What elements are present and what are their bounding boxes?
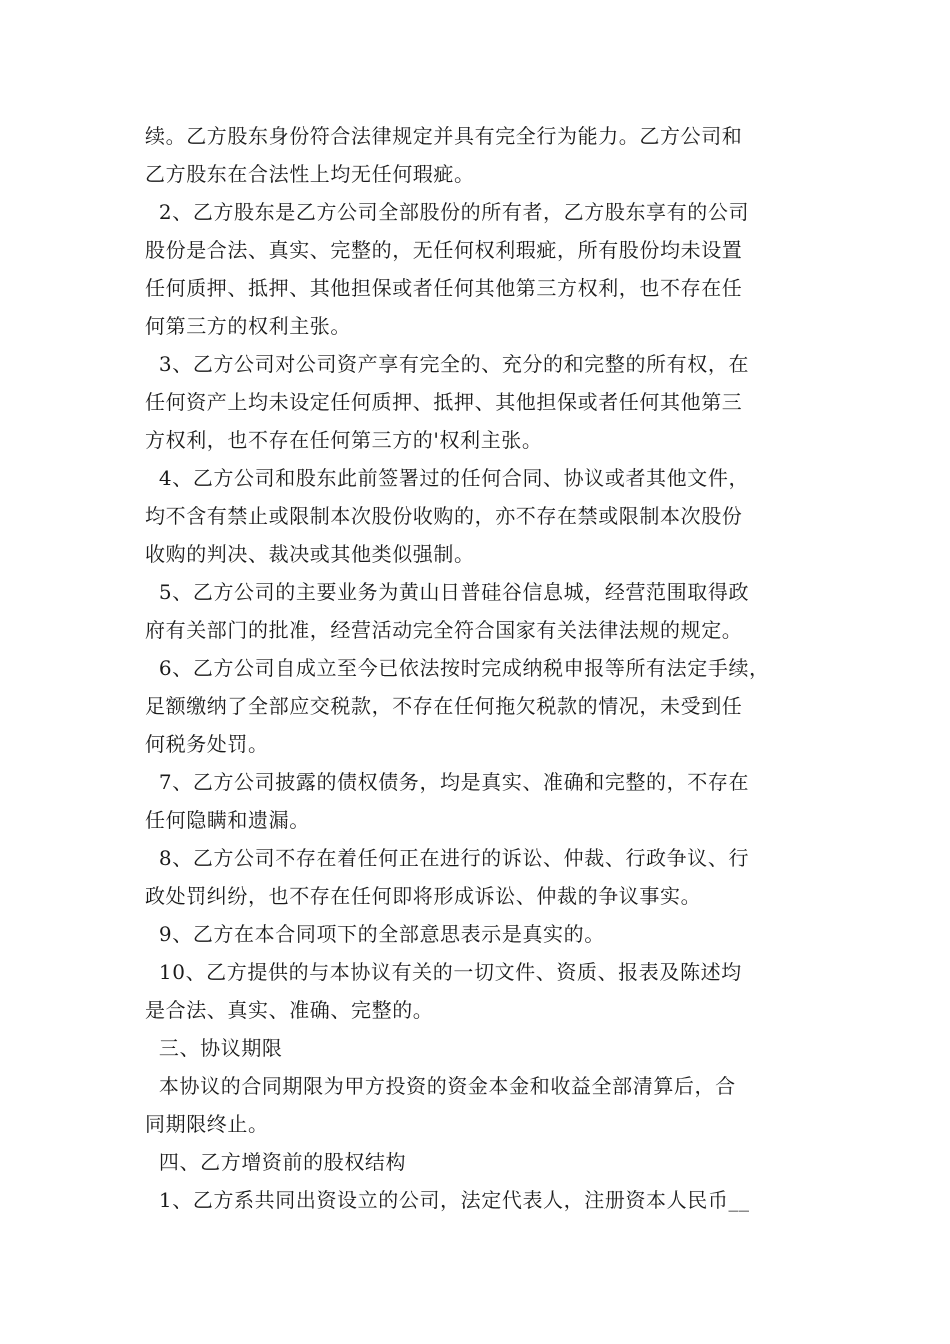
text-line: 8、乙方公司不存在着任何正在进行的诉讼、仲裁、行政争议、行 (145, 846, 750, 870)
section-heading: 四、乙方增资前的股权结构 (145, 1150, 407, 1174)
text-line: 10、乙方提供的与本协议有关的一切文件、资质、报表及陈述均 (145, 960, 742, 984)
text-line: 2、乙方股东是乙方公司全部股份的所有者，乙方股东享有的公司 (145, 200, 750, 224)
text-line: 6、乙方公司自成立至今已依法按时完成纳税申报等所有法定手续， (145, 656, 770, 680)
text-line: 本协议的合同期限为甲方投资的资金本金和收益全部清算后，合 (145, 1074, 736, 1098)
text-line: 何税务处罚。 (145, 732, 269, 756)
text-line: 4、乙方公司和股东此前签署过的任何合同、协议或者其他文件， (145, 466, 750, 490)
text-line: 3、乙方公司对公司资产享有完全的、充分的和完整的所有权，在 (145, 352, 750, 376)
text-line: 续。乙方股东身份符合法律规定并具有完全行为能力。乙方公司和 (145, 124, 743, 148)
text-line: 方权利，也不存在任何第三方的'权利主张。 (145, 428, 543, 452)
text-line: 均不含有禁止或限制本次股份收购的，亦不存在禁或限制本次股份 (145, 504, 743, 528)
text-line: 任何资产上均未设定任何质押、抵押、其他担保或者任何其他第三 (145, 390, 743, 414)
section-heading: 三、协议期限 (145, 1036, 283, 1060)
text-line: 足额缴纳了全部应交税款，不存在任何拖欠税款的情况，未受到任 (145, 694, 743, 718)
text-line: 府有关部门的批准，经营活动完全符合国家有关法律法规的规定。 (145, 618, 743, 642)
text-line: 7、乙方公司披露的债权债务，均是真实、准确和完整的，不存在 (145, 770, 750, 794)
text-line: 9、乙方在本合同项下的全部意思表示是真实的。 (145, 922, 605, 946)
text-line: 乙方股东在合法性上均无任何瑕疵。 (145, 162, 475, 186)
text-line: 是合法、真实、准确、完整的。 (145, 998, 434, 1022)
text-line: 同期限终止。 (145, 1112, 269, 1136)
text-line: 1、乙方系共同出资设立的公司，法定代表人，注册资本人民币__ (145, 1188, 750, 1212)
text-line: 5、乙方公司的主要业务为黄山日普硅谷信息城，经营范围取得政 (145, 580, 750, 604)
text-line: 政处罚纠纷，也不存在任何即将形成诉讼、仲裁的争议事实。 (145, 884, 702, 908)
document-body (145, 117, 815, 1219)
text-line: 何第三方的权利主张。 (145, 314, 351, 338)
text-line: 收购的判决、裁决或其他类似强制。 (145, 542, 475, 566)
text-line: 股份是合法、真实、完整的，无任何权利瑕疵，所有股份均未设置 (145, 238, 743, 262)
text-line: 任何质押、抵押、其他担保或者任何其他第三方权利，也不存在任 (145, 276, 743, 300)
text-line: 任何隐瞒和遗漏。 (145, 808, 310, 832)
